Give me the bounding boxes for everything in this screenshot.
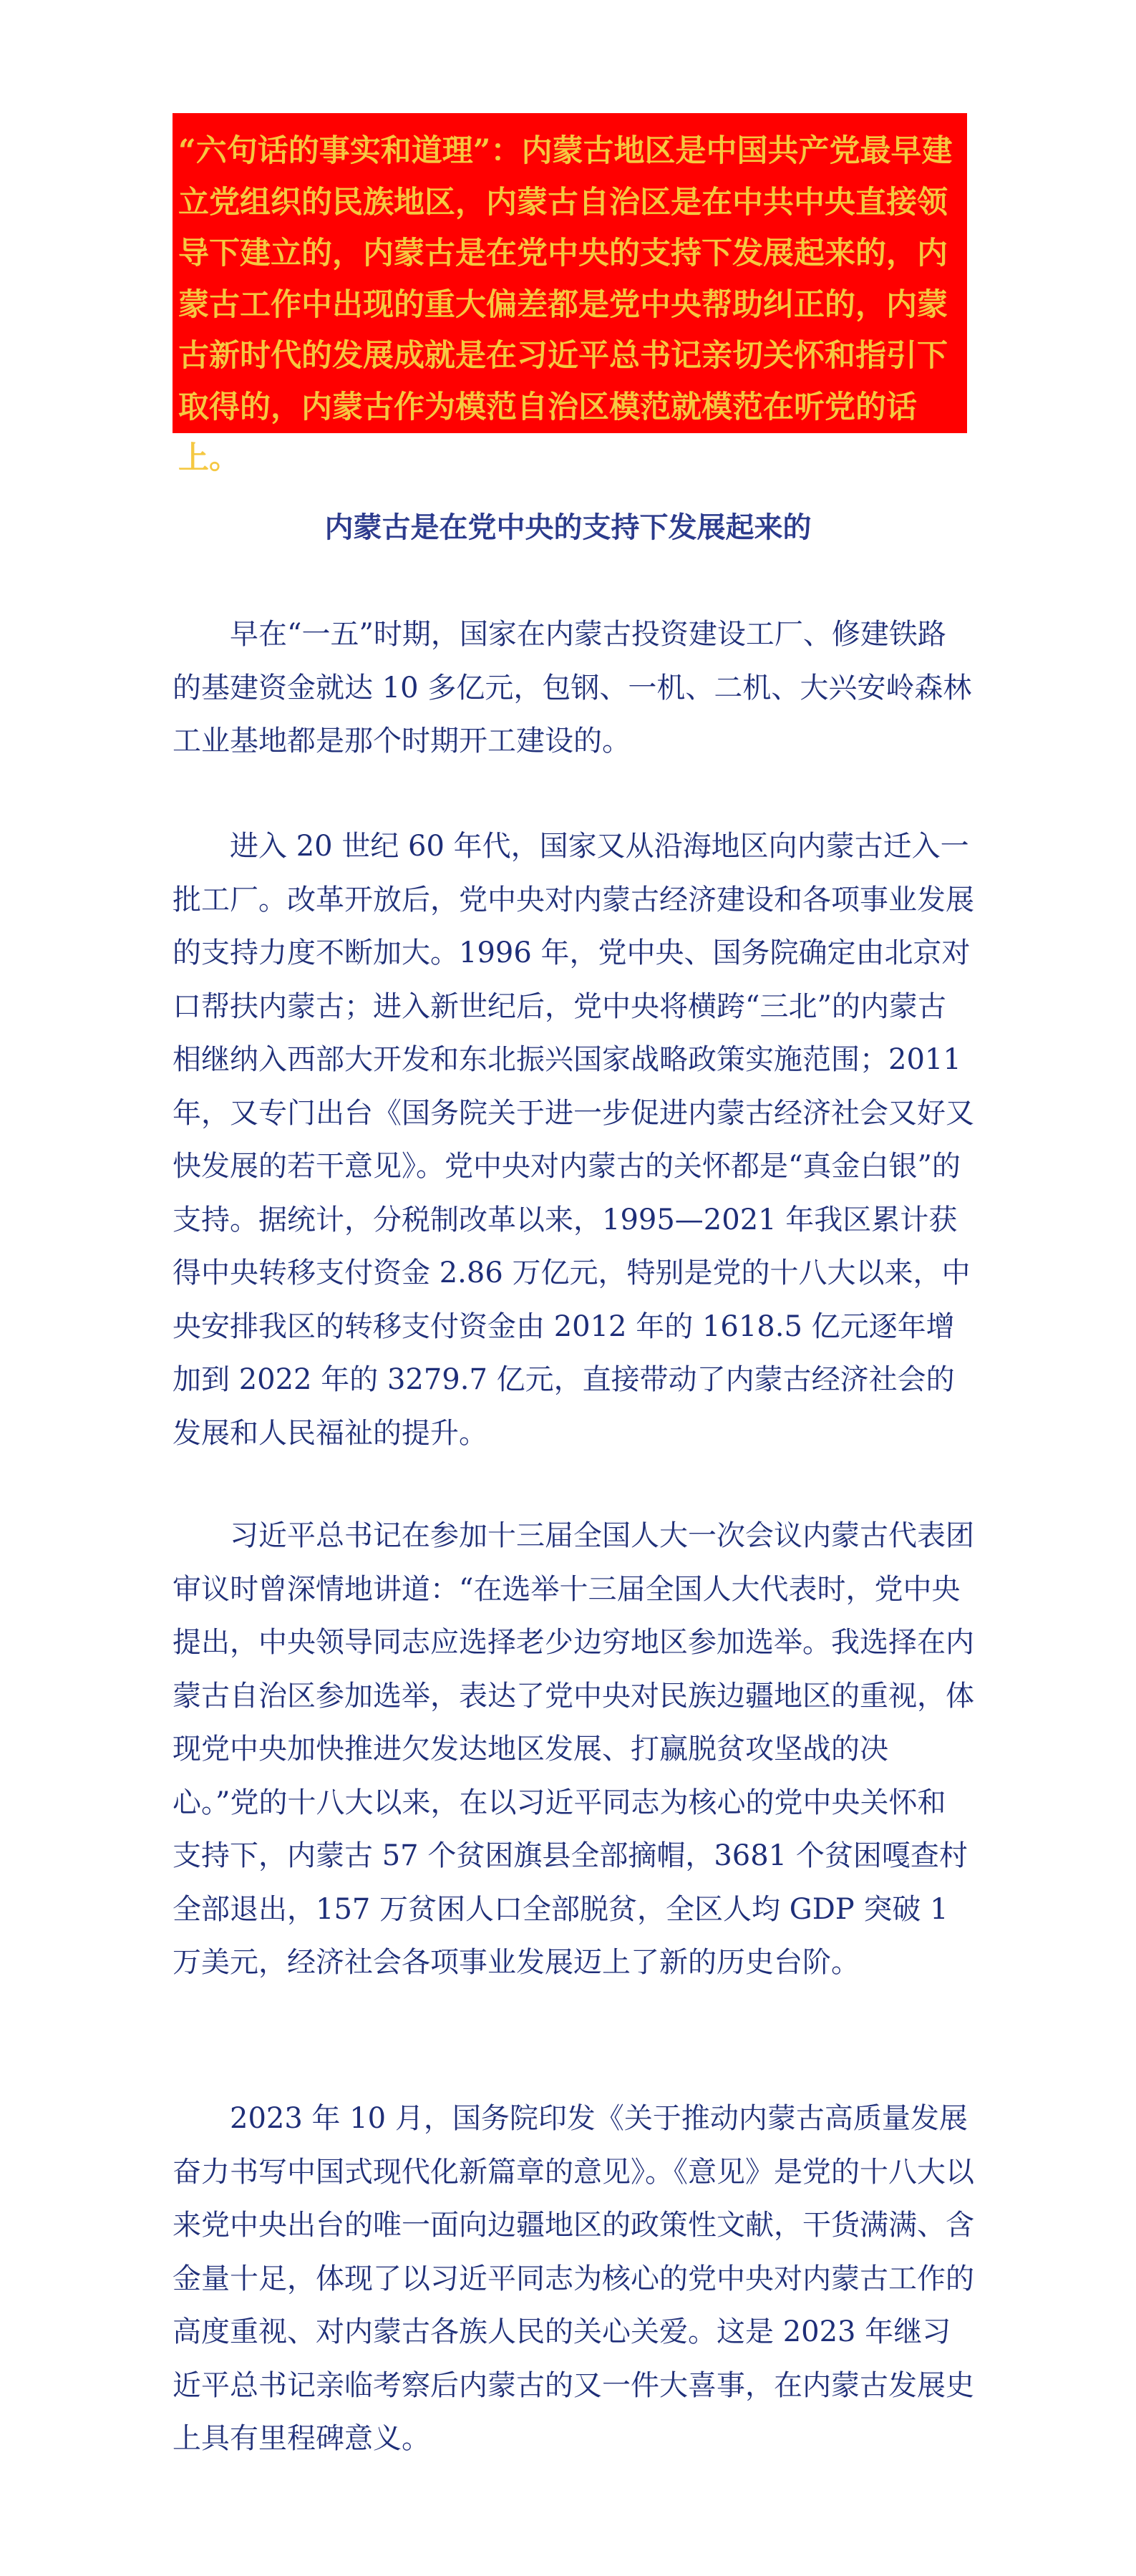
body-paragraph: 进入 20 世纪 60 年代，国家又从沿海地区向内蒙古迁入一批工厂。改革开放后，党中央对内蒙古经济建设和各项事业发展的支持力度不断加大。1996 年，党中央、国务院确定由北京对口帮扶内蒙古；进入新世纪后，党中央将横跨“三北”的内蒙古相继纳入西部大开发和东北振兴国家战略政策实施范围；2011 年，又专门出台《国务院关于进一步促进内蒙古经济社会又好又快发展的若干意见》。党中央对内蒙古的关怀都是“真金白银”的支持。据统计，分税制改革以来，1995—2021 年我区累计获得中央转移支付资金 2.86 万亿元，特别是党的十八大以来，中央安排我区的转移支付资金由 2012 年的 1618.5 亿元逐年增加到 2022 年的 3279.7 亿元，直接带动了内蒙古经济社会的发展和人民福祉的提升。 — [173, 830, 974, 1450]
body-paragraph: 2023 年 10 月，国务院印发《关于推动内蒙古高质量发展奋力书写中国式现代化新篇章的意见》。《意见》是党的十八大以来党中央出台的唯一面向边疆地区的政策性文献，干货满满、含金量十足，体现了以习近平同志为核心的党中央对内蒙古工作的高度重视、对内蒙古各族人民的关心关爱。这是 2023 年继习近平总书记亲临考察后内蒙古的又一件大喜事，在内蒙古发展史上具有里程碑意义。 — [173, 2102, 974, 2455]
highlight-quote-box — [173, 113, 967, 476]
body-paragraph: 习近平总书记在参加十三届全国人大一次会议内蒙古代表团审议时曾深情地讲道：“在选举十三届全国人大代表时，党中央提出，中央领导同志应选择老少边穷地区参加选举。我选择在内蒙古自治区参加选举，表达了党中央对民族边疆地区的重视，体现党中央加快推进欠发达地区发展、打赢脱贫攻坚战的决心。”党的十八大以来，在以习近平同志为核心的党中央关怀和支持下，内蒙古 57 个贫困旗县全部摘帽，3681 个贫困嘎查村全部退出，157 万贫困人口全部脱贫，全区人均 GDP 突破 1 万美元，经济社会各项事业发展迈上了新的历史台阶。 — [173, 1519, 974, 1979]
body-paragraph: 早在“一五”时期，国家在内蒙古投资建设工厂、修建铁路的基建资金就达 10 多亿元，包钢、一机、二机、大兴安岭森林工业基地都是那个时期开工建设的。 — [173, 618, 972, 757]
highlight-quote-text: “六句话的事实和道理”：内蒙古地区是中国共产党最早建立党组织的民族地区，内蒙古自治区是在中共中央直接领导下建立的，内蒙古是在党中央的支持下发展起来的，内蒙古工作中出现的重大偏差都是党中央帮助纠正的，内蒙古新时代的发展成就是在习近平总书记亲切关怀和指引下取得的，内蒙古作为模范自治区模范就模范在听党的话上。 — [178, 133, 953, 476]
section-title: 内蒙古是在党中央的支持下发展起来的 — [324, 510, 812, 544]
